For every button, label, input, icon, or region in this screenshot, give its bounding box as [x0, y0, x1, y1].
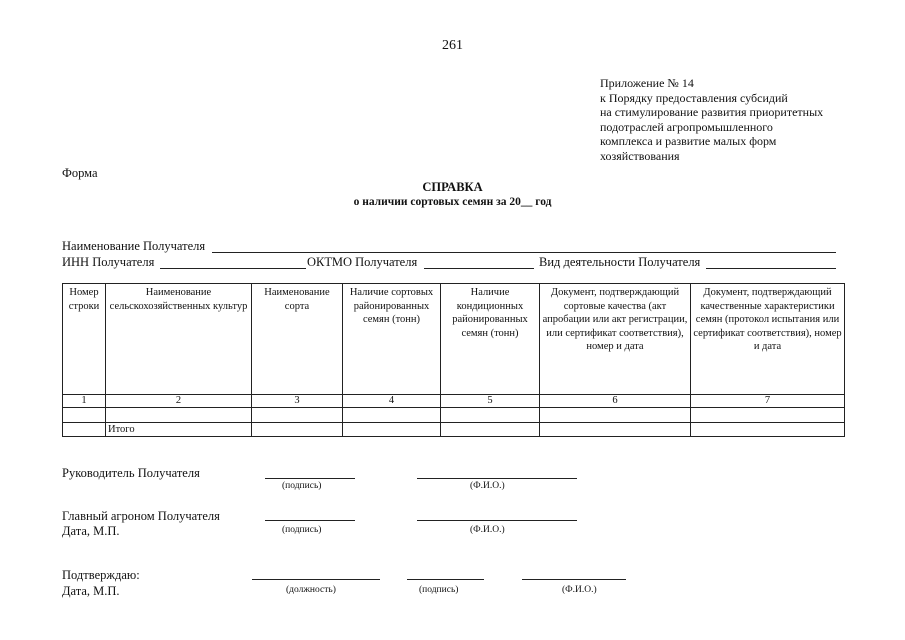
signature-caption: (подпись): [282, 481, 322, 491]
inn-field[interactable]: [160, 268, 306, 269]
column-number: 6: [540, 395, 691, 408]
total-row[interactable]: [63, 423, 845, 437]
recipient-name-label: Наименование Получателя: [62, 239, 206, 253]
table-cell[interactable]: [106, 408, 252, 423]
date-mp-label: Дата, М.П.: [62, 524, 120, 538]
table-cell[interactable]: [691, 423, 845, 437]
confirm-fio-line[interactable]: [522, 579, 626, 580]
header-variety: Наименование сорта: [252, 284, 343, 395]
activity-label: Вид деятельности Получателя: [539, 255, 701, 269]
activity-field[interactable]: [706, 268, 836, 269]
table-cell[interactable]: [540, 408, 691, 423]
document-subtitle: о наличии сортовых семян за 20__ год: [353, 196, 552, 208]
header-variety-document: Документ, подтверждающий сортовые качества (акт апробации или акт регистрации, или сертификат соответствия), номер и дата: [540, 284, 691, 395]
column-number: 3: [252, 395, 343, 408]
agronomist-fio-line[interactable]: [417, 520, 577, 521]
header-quality-document: Документ, подтверждающий качественные характеристики семян (протокол испытания или сертификат соответствия), номер и дата: [691, 284, 845, 395]
column-number: 4: [343, 395, 441, 408]
column-number: 2: [106, 395, 252, 408]
total-label: Итого: [106, 423, 252, 437]
confirm-position-line[interactable]: [252, 579, 380, 580]
column-number-row: [63, 395, 845, 408]
head-label: Руководитель Получателя: [62, 466, 200, 480]
form-label: Форма: [62, 166, 98, 180]
appendix-line: хозяйствования: [600, 148, 680, 163]
column-number: 7: [691, 395, 845, 408]
fio-caption: (Ф.И.О.): [470, 525, 505, 535]
oktmo-label: ОКТМО Получателя: [307, 255, 418, 269]
page-number: 261: [442, 38, 463, 53]
recipient-name-field[interactable]: [212, 252, 836, 253]
table-header-row: [63, 284, 845, 395]
appendix-line: на стимулирование развития приоритетных: [600, 105, 824, 119]
inn-label: ИНН Получателя: [62, 255, 155, 269]
head-signature-line[interactable]: [265, 478, 355, 479]
seeds-table: [62, 283, 845, 437]
appendix-block: [600, 76, 823, 163]
column-number: 5: [441, 395, 540, 408]
table-cell[interactable]: [540, 423, 691, 437]
agronomist-label: Главный агроном Получателя: [62, 509, 220, 523]
oktmo-field[interactable]: [424, 268, 534, 269]
table-cell[interactable]: [63, 408, 106, 423]
header-crops: Наименование сельскохозяйственных культур: [106, 284, 252, 395]
table-cell[interactable]: [343, 408, 441, 423]
table-cell[interactable]: [252, 408, 343, 423]
appendix-line: к Порядку предоставления субсидий: [600, 90, 788, 105]
table-cell[interactable]: [252, 423, 343, 437]
table-cell[interactable]: [343, 423, 441, 437]
confirm-signature-line[interactable]: [407, 579, 484, 580]
signature-caption: (подпись): [282, 525, 322, 535]
table-cell[interactable]: [441, 408, 540, 423]
table-cell[interactable]: [63, 423, 106, 437]
header-row-number: Номер строки: [63, 284, 106, 395]
agronomist-signature-line[interactable]: [265, 520, 355, 521]
date-mp-label: Дата, М.П.: [62, 584, 120, 598]
appendix-line: Приложение № 14: [600, 76, 694, 90]
confirm-label: Подтверждаю:: [62, 568, 140, 582]
appendix-line: подотраслей агропромышленного: [600, 119, 773, 134]
fio-caption: (Ф.И.О.): [470, 481, 505, 491]
table-row[interactable]: [63, 408, 845, 423]
appendix-line: комплекса и развитие малых форм: [600, 134, 777, 148]
position-caption: (должность): [286, 585, 336, 595]
table-cell[interactable]: [441, 423, 540, 437]
table-cell[interactable]: [691, 408, 845, 423]
head-fio-line[interactable]: [417, 478, 577, 479]
header-conditioned-seeds: Наличие кондиционных районированных семян (тонн): [441, 284, 540, 395]
document-title: СПРАВКА: [422, 180, 483, 194]
signature-caption: (подпись): [419, 585, 459, 595]
column-number: 1: [63, 395, 106, 408]
header-zoned-seeds: Наличие сортовых районированных семян (тонн): [343, 284, 441, 395]
fio-caption: (Ф.И.О.): [562, 585, 597, 595]
